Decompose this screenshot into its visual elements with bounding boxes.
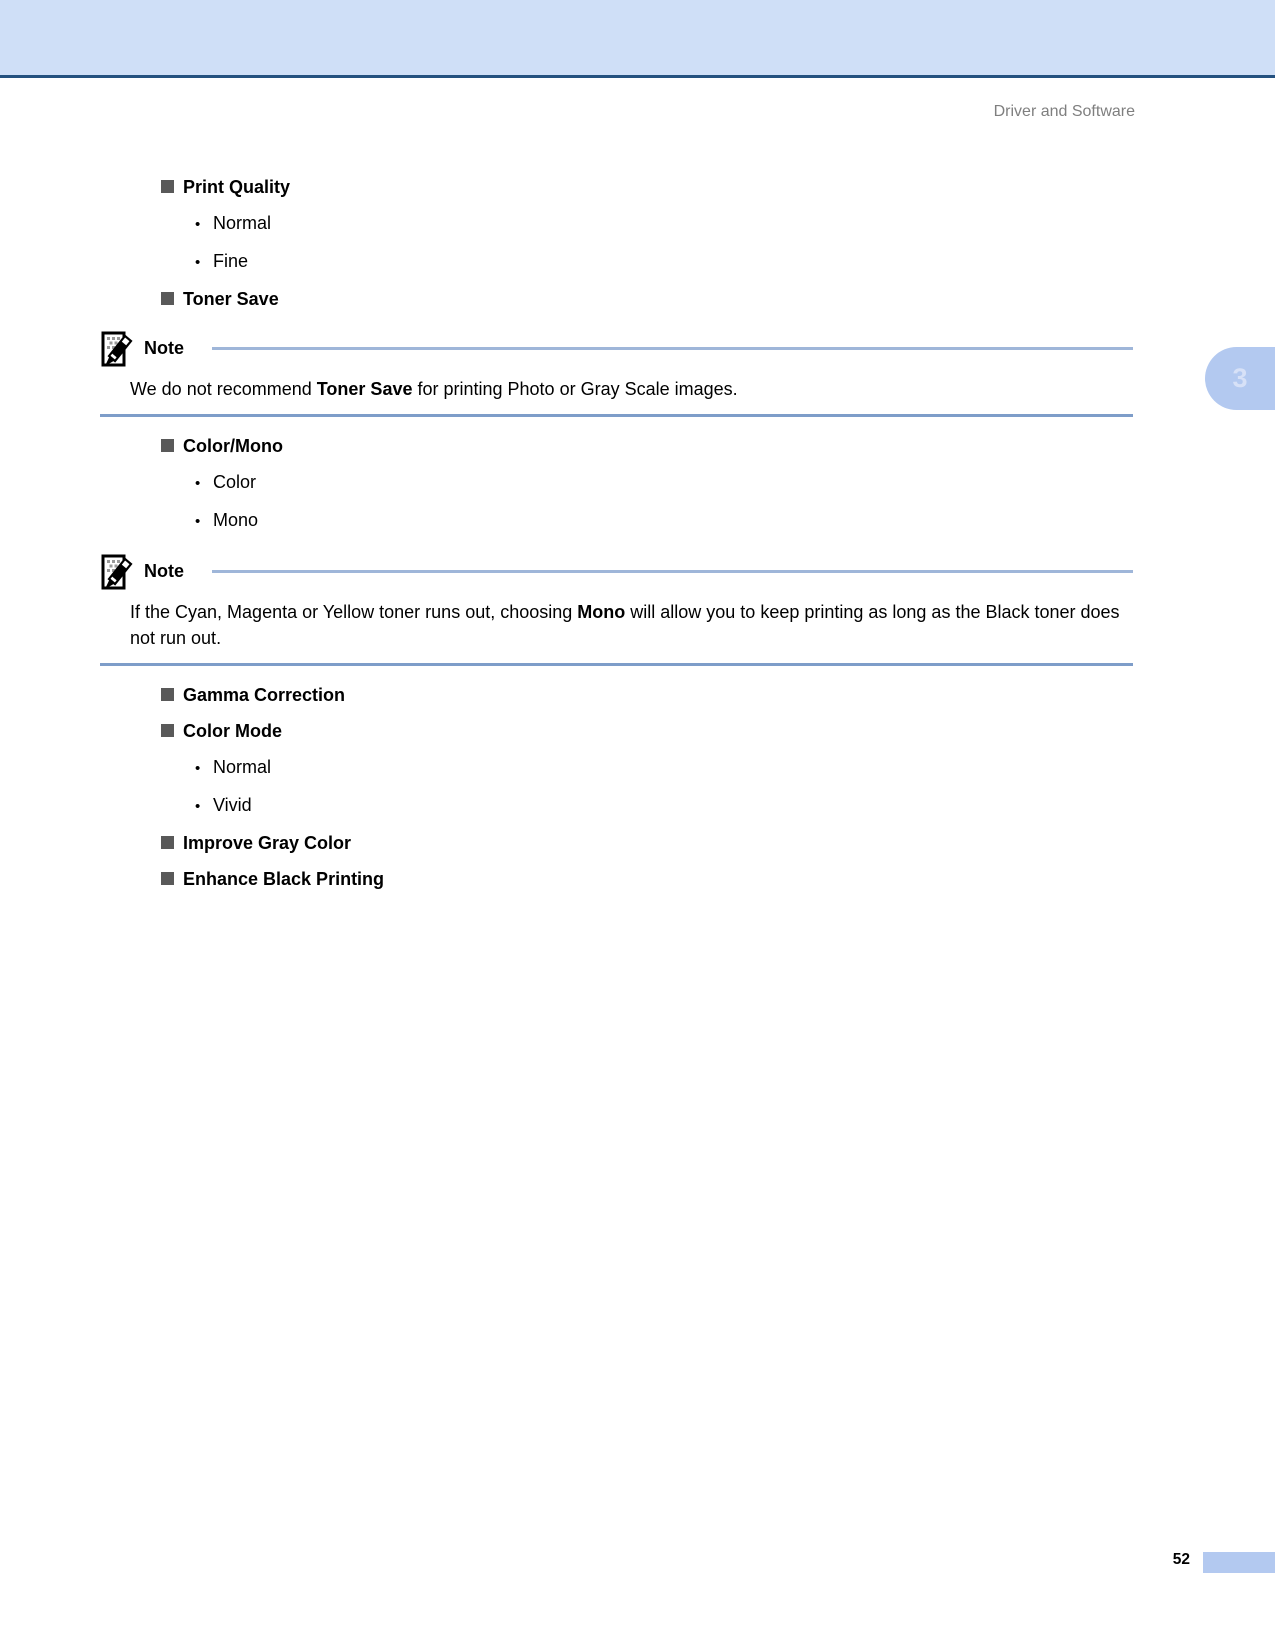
text-segment: for printing Photo or Gray Scale images.: [412, 379, 738, 399]
bullet-label: Normal: [213, 757, 272, 777]
bullet-dot-icon: •: [195, 513, 201, 530]
section-heading-label: Toner Save: [183, 289, 279, 309]
bullet-label: Fine: [213, 251, 249, 271]
section-heading: [161, 286, 1155, 312]
bullet-label: Normal: [213, 213, 272, 233]
bullet-dot-icon: •: [195, 254, 201, 271]
bullet-dot-icon: •: [195, 798, 201, 815]
note-block: [100, 328, 1133, 417]
note-pencil-icon: [100, 328, 134, 369]
note-text: [130, 599, 1133, 651]
square-bullet-icon: [161, 180, 174, 193]
square-bullet-icon: [161, 724, 174, 737]
text-segment: will allow you to keep printing as long as the Black toner does not run out.: [130, 602, 1120, 648]
section-heading-label: Enhance Black Printing: [183, 869, 385, 889]
bullet-dot-icon: •: [195, 760, 201, 777]
bullet-item: [195, 469, 1155, 497]
square-bullet-icon: [161, 688, 174, 701]
section-heading: [161, 718, 1155, 744]
note-header: [100, 551, 1133, 592]
bullet-item: [195, 248, 1155, 276]
bullet-label: Mono: [213, 510, 259, 530]
text-segment: Toner Save: [316, 379, 413, 399]
text-segment: If the Cyan, Magenta or Yellow toner runs out, choosing: [130, 602, 578, 622]
note-label: Note: [144, 561, 184, 581]
section-heading: [161, 866, 1155, 892]
note-text: [130, 376, 1133, 402]
section-heading-label: Gamma Correction: [183, 685, 346, 705]
note-label: Note: [144, 338, 184, 358]
bullet-item: [195, 792, 1155, 820]
square-bullet-icon: [161, 872, 174, 885]
section-heading: [161, 682, 1155, 708]
section-heading: [161, 433, 1155, 459]
page-number: 52: [1172, 1551, 1190, 1568]
note-rule: [212, 570, 1133, 573]
running-head: Driver and Software: [993, 103, 1135, 120]
text-segment: Mono: [577, 602, 626, 622]
section-heading-label: Color/Mono: [183, 436, 283, 456]
header-band: [0, 0, 1275, 78]
square-bullet-icon: [161, 439, 174, 452]
section-heading-label: Color Mode: [183, 721, 282, 741]
note-rule: [212, 347, 1133, 350]
note-block: [100, 551, 1133, 666]
bullet-item: [195, 754, 1155, 782]
footer-bar: [1203, 1552, 1275, 1573]
square-bullet-icon: [161, 836, 174, 849]
bullet-item: [195, 210, 1155, 238]
section-heading: [161, 830, 1155, 856]
section-heading: [161, 174, 1155, 200]
bullet-dot-icon: •: [195, 216, 201, 233]
text-segment: We do not recommend: [130, 379, 317, 399]
section-heading-label: Print Quality: [183, 177, 291, 197]
bullet-dot-icon: •: [195, 475, 201, 492]
note-header: [100, 328, 1133, 369]
bullet-label: Vivid: [213, 795, 252, 815]
chapter-number: 3: [1232, 363, 1248, 393]
bullet-item: [195, 507, 1155, 535]
bullet-label: Color: [213, 472, 257, 492]
content-blocks: [0, 174, 1275, 902]
square-bullet-icon: [161, 292, 174, 305]
section-heading-label: Improve Gray Color: [183, 833, 352, 853]
note-pencil-icon: [100, 551, 134, 592]
